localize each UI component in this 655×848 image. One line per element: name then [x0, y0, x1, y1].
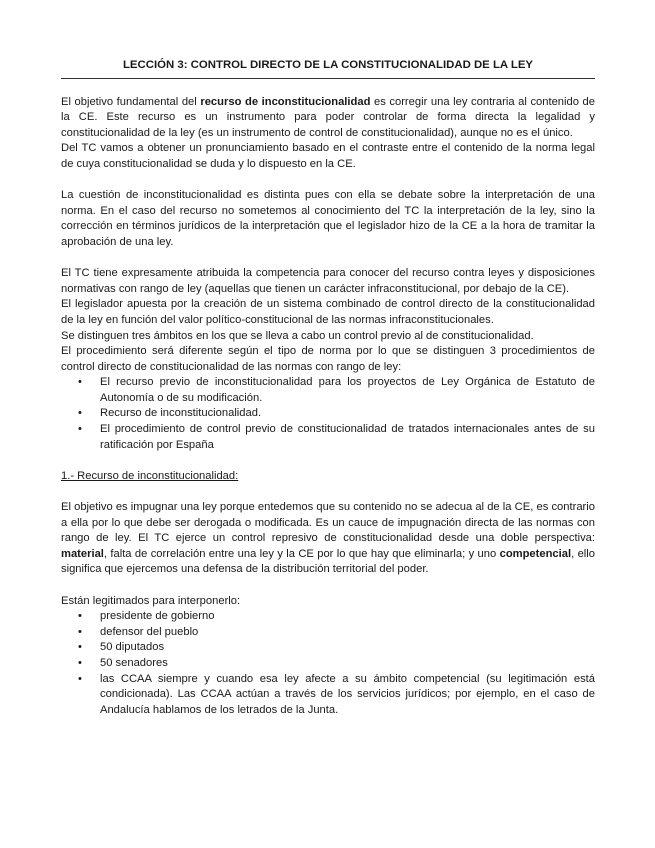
paragraph-objective — [61, 95, 595, 142]
text-span: es corregir una ley contraria al contenido de la CE. Este recurso es un instrumento para poder controlar de forma directa la legalidad y constitucionalidad de la ley (es un instrumento de control de constitucionalidad), aunque no es el único. — [61, 95, 595, 139]
page-title: LECCIÓN 3: CONTROL DIRECTO DE LA CONSTITUCIONALIDAD DE LA LEY — [61, 58, 595, 79]
list-item: • El procedimiento de control previo de constitucionalidad de tratados internacionales antes de su ratificación por España — [100, 422, 595, 453]
paragraph-legislator: El legislador apuesta por la creación de un sistema combinado de control directo de la constitucionalidad de la ley en función del valor político-constitucional de las normas infraconstitucionales. — [61, 298, 595, 326]
paragraph-legitimados: Están legitimados para interponerlo: — [61, 594, 241, 607]
list-item: • Recurso de inconstitucionalidad. — [100, 406, 595, 422]
paragraph-three-areas: Se distinguen tres ámbitos en los que se lleva a cabo un control previo al de constitucionalidad. — [61, 329, 534, 342]
list-item: • El recurso previo de inconstitucionalidad para los proyectos de Ley Orgánica de Estatuto de Autonomía o de su modificación. — [100, 375, 595, 406]
paragraph-tc-pronouncement: Del TC vamos a obtener un pronunciamiento basado en el contraste entre el contenido de la norma legal de cuya constitucionalidad se duda y lo dispuesto en la CE. — [61, 142, 595, 170]
text-span: El objetivo fundamental del — [61, 95, 201, 108]
text-span: , ello significa que ejercemos una defensa de la distribución territorial del poder. — [61, 547, 595, 576]
paragraph-competence: El TC tiene expresamente atribuida la competencia para conocer del recurso contra leyes y disposiciones normativas con rango de ley (aquellas que tienen un carácter infraconstitucional, por debajo de la CE). — [61, 267, 595, 295]
legitimados-list — [61, 609, 595, 718]
list-item: • presidente de gobierno — [100, 609, 595, 625]
bold-term: material — [61, 547, 104, 560]
list-item: • defensor del pueblo — [100, 625, 595, 641]
text-span: El objetivo es impugnar una ley porque entedemos que su contenido no se adecua al de la CE, es contrario a ella por lo que debe ser derogada o modificada. Es un cauce de impugnación directa de las normas con rango de ley. El TC ejerce un control represivo de constitucionalidad desde una doble perspectiva: — [61, 501, 595, 545]
section-heading: 1.- Recurso de inconstitucionalidad: — [61, 469, 239, 482]
list-item: • 50 senadores — [100, 656, 595, 672]
bold-term: competencial — [499, 547, 572, 560]
paragraph-procedure: El procedimiento será diferente según el tipo de norma por lo que se distinguen 3 procedimientos de control directo de constitucionalidad de las normas con rango de ley: — [61, 345, 595, 373]
text-span: , falta de correlación entre una ley y la CE por lo que hay que eliminarla; y uno — [103, 547, 500, 560]
paragraph-objetivo-impugnar — [61, 500, 595, 578]
list-item: • las CCAA siempre y cuando esa ley afecte a su ámbito competencial (su legitimación está condicionada). Las CCAA actúan a través de los servicios jurídicos; por ejemplo, en el caso de Andalucía hablamos de los letrados de la Junta. — [100, 672, 595, 719]
procedures-list — [61, 375, 595, 453]
paragraph-cuestion: La cuestión de inconstitucionalidad es distinta pues con ella se debate sobre la interpretación de una norma. En el caso del recurso no sometemos al conocimiento del TC la interpretación de la ley, sino la corrección en términos jurídicos de la interpretación que el legislador hizo de la CE a la hora de tramitar la aprobación de una ley. — [61, 189, 595, 248]
list-item: • 50 diputados — [100, 640, 595, 656]
bold-term: recurso de inconstitucionalidad — [200, 95, 371, 108]
